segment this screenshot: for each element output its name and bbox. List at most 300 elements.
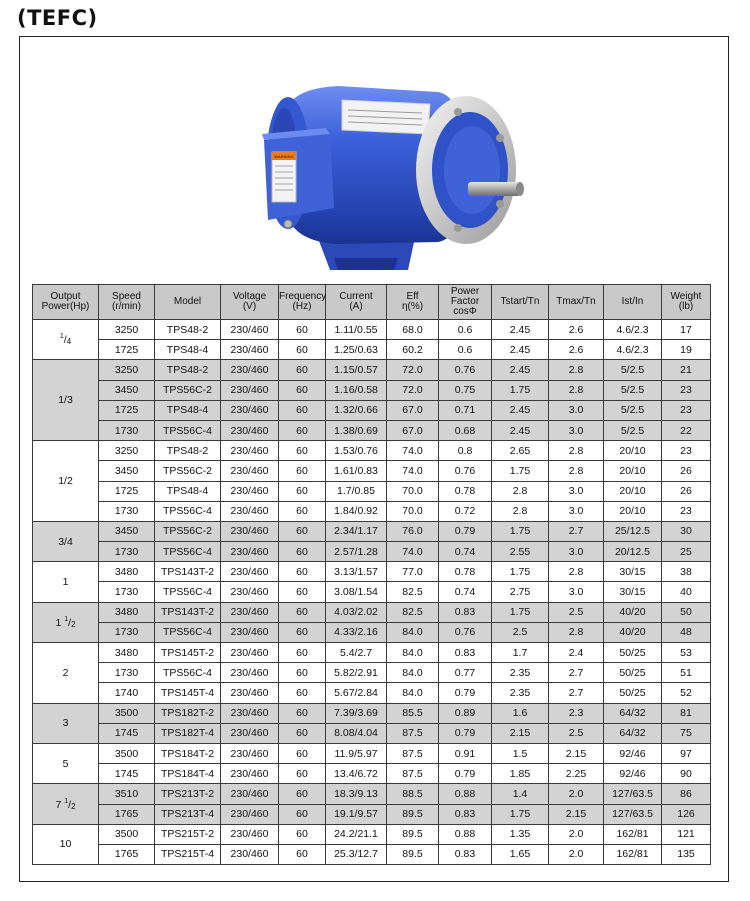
cell-tstart: 1.75	[492, 562, 549, 582]
spec-table	[32, 284, 711, 865]
cell-tmax: 2.3	[549, 703, 604, 723]
cell-eff: 72.0	[387, 380, 439, 400]
table-row	[33, 340, 711, 360]
output-power-cell: 7 $^1/_2$	[33, 784, 99, 824]
cell-frequency: 60	[279, 521, 326, 541]
cell-ist: 162/81	[604, 844, 662, 864]
cell-eff: 82.5	[387, 582, 439, 602]
cell-tmax: 3.0	[549, 582, 604, 602]
cell-ist: 64/32	[604, 723, 662, 743]
cell-weight: 97	[662, 743, 711, 763]
cell-ist: 162/81	[604, 824, 662, 844]
cell-eff: 87.5	[387, 743, 439, 763]
table-row	[33, 804, 711, 824]
cell-speed: 1725	[99, 400, 155, 420]
cell-weight: 23	[662, 501, 711, 521]
cell-voltage: 230/460	[221, 723, 279, 743]
cell-tmax: 3.0	[549, 481, 604, 501]
cell-ist: 20/10	[604, 481, 662, 501]
cell-voltage: 230/460	[221, 441, 279, 461]
cell-tstart: 1.85	[492, 764, 549, 784]
cell-voltage: 230/460	[221, 602, 279, 622]
cell-ist: 50/25	[604, 663, 662, 683]
cell-weight: 23	[662, 441, 711, 461]
cell-tmax: 2.8	[549, 461, 604, 481]
output-power-cell: 5	[33, 743, 99, 783]
cell-model: TPS145T-2	[155, 643, 221, 663]
cell-speed: 1730	[99, 542, 155, 562]
output-power-cell: 3	[33, 703, 99, 743]
cell-weight: 81	[662, 703, 711, 723]
cell-eff: 84.0	[387, 683, 439, 703]
cell-pf: 0.83	[439, 844, 492, 864]
cell-model: TPS213T-4	[155, 804, 221, 824]
cell-voltage: 230/460	[221, 844, 279, 864]
cell-frequency: 60	[279, 663, 326, 683]
cell-ist: 4.6/2.3	[604, 340, 662, 360]
cell-frequency: 60	[279, 400, 326, 420]
cell-ist: 5/2.5	[604, 420, 662, 440]
cell-pf: 0.83	[439, 804, 492, 824]
cell-speed: 1730	[99, 622, 155, 642]
cell-eff: 85.5	[387, 703, 439, 723]
cell-tstart: 2.45	[492, 400, 549, 420]
cell-pf: 0.77	[439, 663, 492, 683]
cell-weight: 86	[662, 784, 711, 804]
cell-pf: 0.78	[439, 562, 492, 582]
cell-tmax: 2.5	[549, 723, 604, 743]
cell-ist: 30/15	[604, 582, 662, 602]
column-header-pf: Power Factor cosΦ	[439, 285, 492, 320]
cell-speed: 3250	[99, 441, 155, 461]
table-row	[33, 481, 711, 501]
cell-tstart: 2.35	[492, 663, 549, 683]
cell-pf: 0.79	[439, 764, 492, 784]
cell-current: 4.03/2.02	[326, 602, 387, 622]
cell-current: 7.39/3.69	[326, 703, 387, 723]
cell-frequency: 60	[279, 501, 326, 521]
cell-eff: 70.0	[387, 501, 439, 521]
cell-voltage: 230/460	[221, 501, 279, 521]
cell-ist: 50/25	[604, 683, 662, 703]
cell-eff: 89.5	[387, 804, 439, 824]
cell-weight: 40	[662, 582, 711, 602]
table-row	[33, 602, 711, 622]
cell-voltage: 230/460	[221, 784, 279, 804]
cell-eff: 67.0	[387, 400, 439, 420]
cell-ist: 4.6/2.3	[604, 320, 662, 340]
cell-weight: 90	[662, 764, 711, 784]
output-power-cell: $^1/_4$	[33, 320, 99, 360]
column-header-ist: Ist/In	[604, 285, 662, 320]
cell-eff: 72.0	[387, 360, 439, 380]
table-row	[33, 562, 711, 582]
cell-frequency: 60	[279, 764, 326, 784]
cell-model: TPS48-4	[155, 340, 221, 360]
cell-weight: 135	[662, 844, 711, 864]
cell-eff: 89.5	[387, 824, 439, 844]
cell-frequency: 60	[279, 340, 326, 360]
cell-weight: 51	[662, 663, 711, 683]
cell-tstart: 1.75	[492, 602, 549, 622]
cell-frequency: 60	[279, 481, 326, 501]
cell-tmax: 3.0	[549, 420, 604, 440]
cell-voltage: 230/460	[221, 481, 279, 501]
cell-model: TPS215T-2	[155, 824, 221, 844]
cell-eff: 87.5	[387, 723, 439, 743]
cell-eff: 87.5	[387, 764, 439, 784]
cell-weight: 26	[662, 481, 711, 501]
output-power-cell: 1	[33, 562, 99, 602]
cell-speed: 1740	[99, 683, 155, 703]
cell-frequency: 60	[279, 461, 326, 481]
cell-frequency: 60	[279, 743, 326, 763]
cell-ist: 30/15	[604, 562, 662, 582]
cell-ist: 127/63.5	[604, 784, 662, 804]
cell-weight: 17	[662, 320, 711, 340]
cell-current: 1.25/0.63	[326, 340, 387, 360]
cell-tstart: 2.5	[492, 622, 549, 642]
cell-current: 3.08/1.54	[326, 582, 387, 602]
cell-pf: 0.75	[439, 380, 492, 400]
cell-model: TPS56C-4	[155, 420, 221, 440]
cell-current: 5.4/2.7	[326, 643, 387, 663]
cell-current: 5.82/2.91	[326, 663, 387, 683]
column-header-weight: Weight (lb)	[662, 285, 711, 320]
cell-ist: 127/63.5	[604, 804, 662, 824]
table-row	[33, 764, 711, 784]
cell-tstart: 2.45	[492, 340, 549, 360]
cell-model: TPS184T-2	[155, 743, 221, 763]
cell-pf: 0.76	[439, 622, 492, 642]
table-row	[33, 844, 711, 864]
cell-pf: 0.79	[439, 723, 492, 743]
cell-current: 18.3/9.13	[326, 784, 387, 804]
cell-current: 25.3/12.7	[326, 844, 387, 864]
cell-model: TPS48-4	[155, 400, 221, 420]
cell-ist: 20/10	[604, 461, 662, 481]
cell-speed: 1725	[99, 481, 155, 501]
cell-model: TPS56C-4	[155, 501, 221, 521]
cell-current: 5.67/2.84	[326, 683, 387, 703]
cell-model: TPS56C-4	[155, 622, 221, 642]
cell-speed: 3510	[99, 784, 155, 804]
cell-weight: 38	[662, 562, 711, 582]
cell-speed: 1745	[99, 764, 155, 784]
cell-voltage: 230/460	[221, 804, 279, 824]
table-row	[33, 643, 711, 663]
cell-weight: 26	[662, 461, 711, 481]
cell-pf: 0.71	[439, 400, 492, 420]
cell-voltage: 230/460	[221, 461, 279, 481]
cell-tmax: 3.0	[549, 501, 604, 521]
cell-voltage: 230/460	[221, 320, 279, 340]
cell-eff: 74.0	[387, 542, 439, 562]
cell-ist: 25/12.5	[604, 521, 662, 541]
cell-model: TPS56C-4	[155, 663, 221, 683]
output-power-cell: 1/2	[33, 441, 99, 522]
cell-current: 8.08/4.04	[326, 723, 387, 743]
cell-frequency: 60	[279, 804, 326, 824]
cell-voltage: 230/460	[221, 683, 279, 703]
cell-frequency: 60	[279, 784, 326, 804]
cell-ist: 50/25	[604, 643, 662, 663]
cell-tmax: 2.8	[549, 562, 604, 582]
column-header-model: Model	[155, 285, 221, 320]
cell-tmax: 2.8	[549, 360, 604, 380]
cell-tmax: 2.8	[549, 380, 604, 400]
cell-speed: 1730	[99, 420, 155, 440]
column-header-tstart: Tstart/Tn	[492, 285, 549, 320]
cell-speed: 3500	[99, 743, 155, 763]
cell-tmax: 3.0	[549, 400, 604, 420]
cell-voltage: 230/460	[221, 824, 279, 844]
cell-pf: 0.91	[439, 743, 492, 763]
table-row	[33, 683, 711, 703]
cell-model: TPS143T-2	[155, 602, 221, 622]
cell-tstart: 1.65	[492, 844, 549, 864]
cell-pf: 0.68	[439, 420, 492, 440]
cell-eff: 88.5	[387, 784, 439, 804]
cell-model: TPS48-4	[155, 481, 221, 501]
cell-eff: 89.5	[387, 844, 439, 864]
cell-tstart: 2.15	[492, 723, 549, 743]
cell-tstart: 1.75	[492, 380, 549, 400]
cell-model: TPS56C-4	[155, 582, 221, 602]
cell-voltage: 230/460	[221, 420, 279, 440]
cell-voltage: 230/460	[221, 521, 279, 541]
cell-pf: 0.8	[439, 441, 492, 461]
table-row	[33, 360, 711, 380]
cell-current: 11.9/5.97	[326, 743, 387, 763]
column-header-speed: Speed (r/min)	[99, 285, 155, 320]
cell-current: 13.4/6.72	[326, 764, 387, 784]
cell-frequency: 60	[279, 643, 326, 663]
cell-weight: 121	[662, 824, 711, 844]
cell-eff: 84.0	[387, 643, 439, 663]
cell-tstart: 2.45	[492, 360, 549, 380]
cell-pf: 0.6	[439, 320, 492, 340]
cell-speed: 1745	[99, 723, 155, 743]
cell-model: TPS143T-2	[155, 562, 221, 582]
cell-tmax: 2.5	[549, 602, 604, 622]
cell-voltage: 230/460	[221, 663, 279, 683]
cell-weight: 50	[662, 602, 711, 622]
cell-eff: 68.0	[387, 320, 439, 340]
table-row	[33, 380, 711, 400]
cell-tstart: 1.75	[492, 804, 549, 824]
cell-model: TPS56C-4	[155, 542, 221, 562]
cell-speed: 3450	[99, 521, 155, 541]
cell-tstart: 2.75	[492, 582, 549, 602]
cell-current: 1.16/0.58	[326, 380, 387, 400]
cell-current: 1.84/0.92	[326, 501, 387, 521]
cell-tstart: 2.35	[492, 683, 549, 703]
cell-voltage: 230/460	[221, 582, 279, 602]
cell-model: TPS48-2	[155, 441, 221, 461]
cell-pf: 0.6	[439, 340, 492, 360]
cell-frequency: 60	[279, 320, 326, 340]
cell-frequency: 60	[279, 420, 326, 440]
cell-speed: 1730	[99, 582, 155, 602]
cell-tstart: 2.55	[492, 542, 549, 562]
cell-weight: 30	[662, 521, 711, 541]
cell-voltage: 230/460	[221, 562, 279, 582]
column-header-current: Current (A)	[326, 285, 387, 320]
cell-tstart: 2.65	[492, 441, 549, 461]
cell-tmax: 2.7	[549, 663, 604, 683]
cell-current: 24.2/21.1	[326, 824, 387, 844]
cell-voltage: 230/460	[221, 764, 279, 784]
table-row	[33, 723, 711, 743]
cell-ist: 20/12.5	[604, 542, 662, 562]
column-header-output: Output Power(Hp)	[33, 285, 99, 320]
cell-tmax: 2.0	[549, 784, 604, 804]
cell-current: 1.7/0.85	[326, 481, 387, 501]
table-row	[33, 400, 711, 420]
cell-tstart: 1.7	[492, 643, 549, 663]
cell-speed: 3500	[99, 703, 155, 723]
cell-current: 1.61/0.83	[326, 461, 387, 481]
cell-weight: 126	[662, 804, 711, 824]
cell-pf: 0.88	[439, 784, 492, 804]
table-row	[33, 663, 711, 683]
cell-model: TPS184T-4	[155, 764, 221, 784]
cell-voltage: 230/460	[221, 400, 279, 420]
motor-nameplate	[342, 100, 430, 134]
cell-eff: 84.0	[387, 663, 439, 683]
cell-ist: 92/46	[604, 764, 662, 784]
cell-weight: 52	[662, 683, 711, 703]
cell-eff: 60.2	[387, 340, 439, 360]
cell-speed: 3480	[99, 562, 155, 582]
cell-model: TPS48-2	[155, 320, 221, 340]
cell-weight: 25	[662, 542, 711, 562]
cell-eff: 82.5	[387, 602, 439, 622]
cell-pf: 0.76	[439, 461, 492, 481]
cell-ist: 5/2.5	[604, 400, 662, 420]
cell-model: TPS215T-4	[155, 844, 221, 864]
cell-current: 1.38/0.69	[326, 420, 387, 440]
cell-current: 1.32/0.66	[326, 400, 387, 420]
cell-pf: 0.79	[439, 683, 492, 703]
cell-current: 19.1/9.57	[326, 804, 387, 824]
cell-speed: 1765	[99, 804, 155, 824]
cell-eff: 67.0	[387, 420, 439, 440]
cell-voltage: 230/460	[221, 340, 279, 360]
cell-pf: 0.79	[439, 521, 492, 541]
cell-frequency: 60	[279, 562, 326, 582]
cell-current: 2.34/1.17	[326, 521, 387, 541]
cell-tmax: 2.6	[549, 320, 604, 340]
cell-weight: 22	[662, 420, 711, 440]
cell-model: TPS56C-2	[155, 461, 221, 481]
cell-voltage: 230/460	[221, 380, 279, 400]
cell-weight: 48	[662, 622, 711, 642]
cell-ist: 5/2.5	[604, 360, 662, 380]
cell-model: TPS182T-4	[155, 723, 221, 743]
cell-weight: 19	[662, 340, 711, 360]
cell-frequency: 60	[279, 380, 326, 400]
table-row	[33, 501, 711, 521]
cell-current: 4.33/2.16	[326, 622, 387, 642]
cell-pf: 0.89	[439, 703, 492, 723]
table-row	[33, 784, 711, 804]
output-power-cell: 1/3	[33, 360, 99, 441]
output-power-cell: 2	[33, 643, 99, 704]
cell-tstart: 1.6	[492, 703, 549, 723]
cell-ist: 20/10	[604, 501, 662, 521]
cell-frequency: 60	[279, 683, 326, 703]
cell-model: TPS56C-2	[155, 521, 221, 541]
cell-speed: 3250	[99, 360, 155, 380]
output-power-cell: 1 $^1/_2$	[33, 602, 99, 642]
cell-speed: 3250	[99, 320, 155, 340]
cell-tstart: 2.45	[492, 420, 549, 440]
cell-ist: 92/46	[604, 743, 662, 763]
motor-shaft	[468, 182, 520, 196]
cell-voltage: 230/460	[221, 743, 279, 763]
cell-model: TPS56C-2	[155, 380, 221, 400]
cell-eff: 76.0	[387, 521, 439, 541]
cell-speed: 1730	[99, 501, 155, 521]
table-row	[33, 703, 711, 723]
cell-current: 2.57/1.28	[326, 542, 387, 562]
cell-speed: 3450	[99, 461, 155, 481]
cell-frequency: 60	[279, 441, 326, 461]
column-header-tmax: Tmax/Tn	[549, 285, 604, 320]
cell-tstart: 1.35	[492, 824, 549, 844]
cell-tstart: 2.45	[492, 320, 549, 340]
cell-voltage: 230/460	[221, 703, 279, 723]
cell-pf: 0.72	[439, 501, 492, 521]
cell-pf: 0.83	[439, 643, 492, 663]
cell-frequency: 60	[279, 703, 326, 723]
cell-tstart: 2.8	[492, 501, 549, 521]
cell-model: TPS213T-2	[155, 784, 221, 804]
cell-tmax: 2.8	[549, 622, 604, 642]
cell-speed: 3480	[99, 643, 155, 663]
cell-speed: 3480	[99, 602, 155, 622]
cell-tmax: 2.8	[549, 441, 604, 461]
cell-speed: 3500	[99, 824, 155, 844]
column-header-frequency: Frequency (Hz)	[279, 285, 326, 320]
cell-pf: 0.76	[439, 360, 492, 380]
cell-eff: 74.0	[387, 461, 439, 481]
cell-current: 3.13/1.57	[326, 562, 387, 582]
cell-tstart: 1.4	[492, 784, 549, 804]
table-row	[33, 320, 711, 340]
cell-ist: 40/20	[604, 602, 662, 622]
cell-tstart: 2.8	[492, 481, 549, 501]
cell-tmax: 2.15	[549, 743, 604, 763]
table-row	[33, 521, 711, 541]
output-power-cell: 3/4	[33, 521, 99, 561]
cell-frequency: 60	[279, 844, 326, 864]
cell-frequency: 60	[279, 622, 326, 642]
cell-pf: 0.88	[439, 824, 492, 844]
cell-current: 1.15/0.57	[326, 360, 387, 380]
cell-tstart: 1.5	[492, 743, 549, 763]
cell-speed: 1725	[99, 340, 155, 360]
cell-voltage: 230/460	[221, 622, 279, 642]
cell-tmax: 2.15	[549, 804, 604, 824]
table-row	[33, 622, 711, 642]
cell-weight: 53	[662, 643, 711, 663]
cell-pf: 0.78	[439, 481, 492, 501]
cell-pf: 0.74	[439, 542, 492, 562]
cell-frequency: 60	[279, 582, 326, 602]
